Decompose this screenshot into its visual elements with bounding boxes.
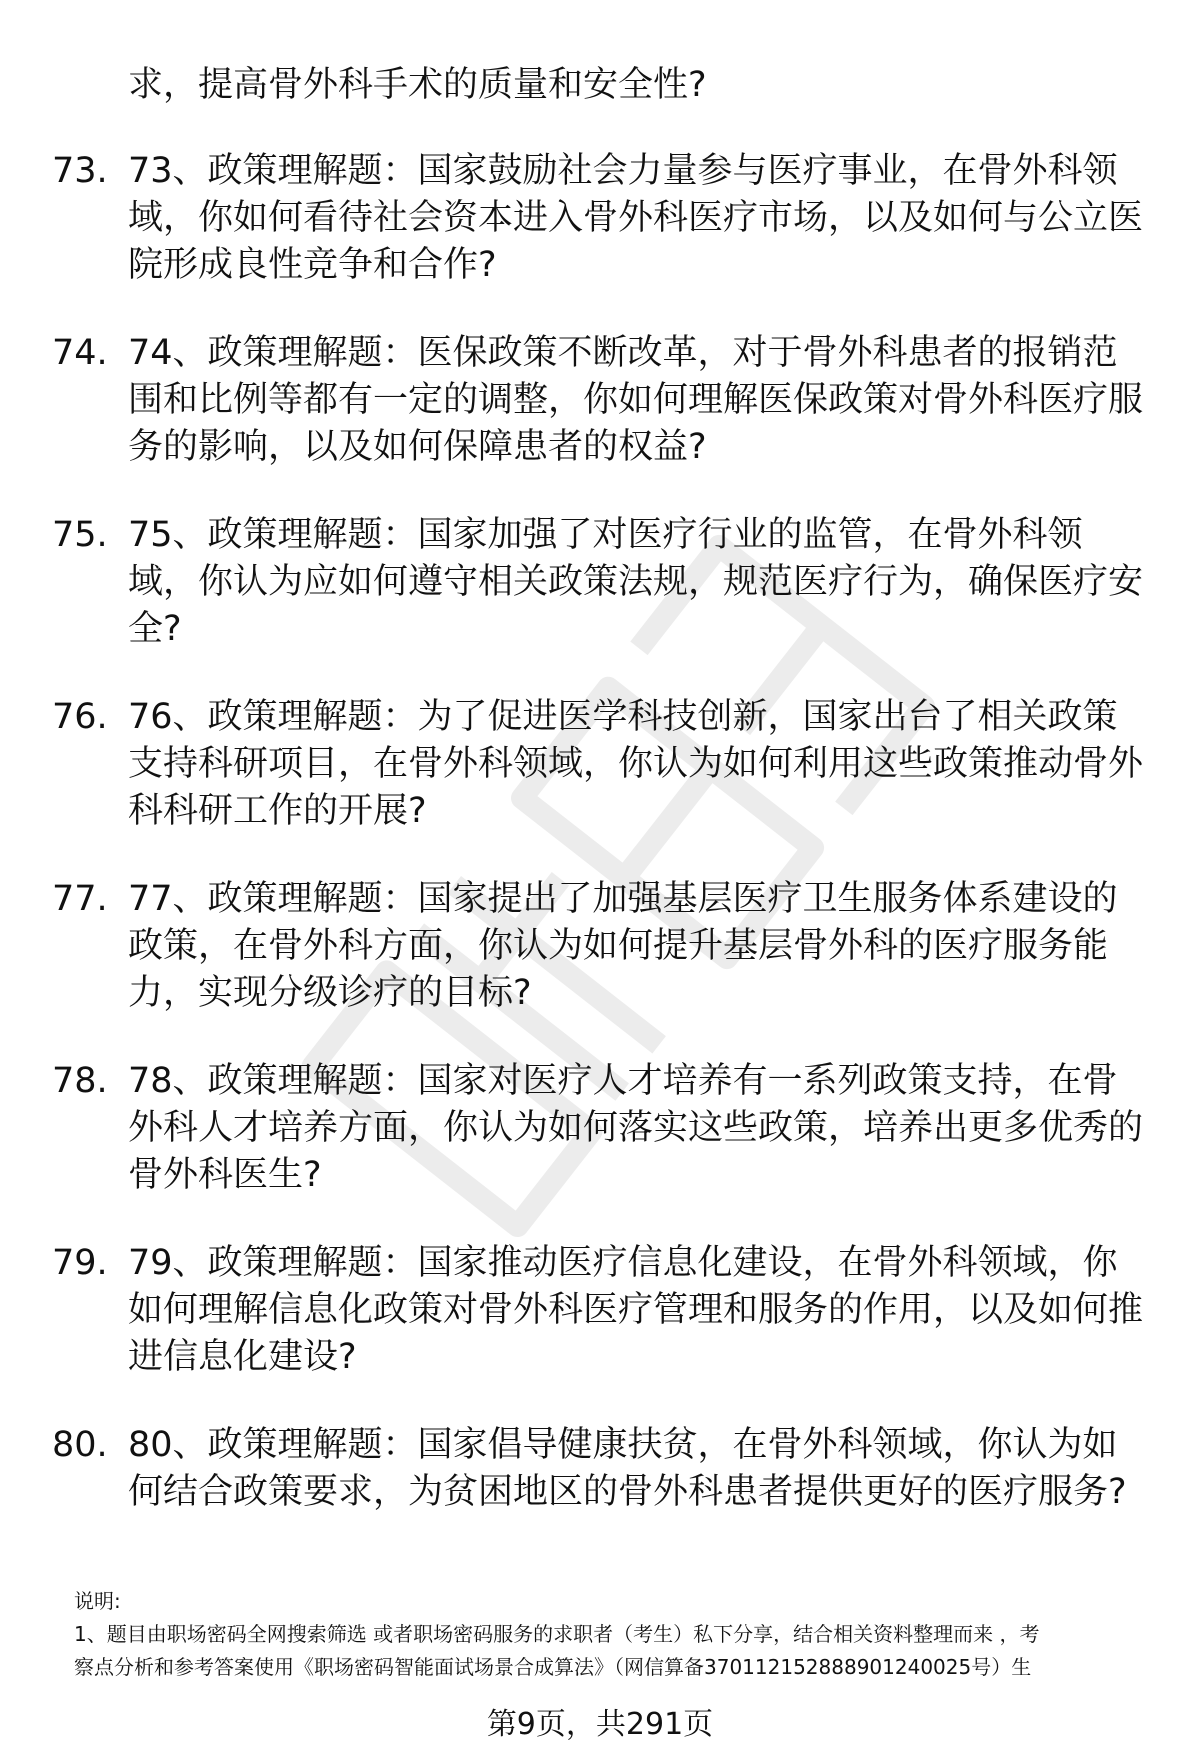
question-text: 78、政策理解题：国家对医疗人才培养有一系列政策支持，在骨外科人才培养方面，你认为如何落实这些政策，培养出更多优秀的骨外科医生? xyxy=(128,1061,1144,1195)
question-list xyxy=(0,148,1200,1604)
question-number: 74. xyxy=(52,333,108,373)
question-item xyxy=(0,512,1200,694)
question-text: 77、政策理解题：国家提出了加强基层医疗卫生服务体系建设的政策，在骨外科方面，你认为如何提升基层骨外科的医疗服务能力，实现分级诊疗的目标? xyxy=(128,879,1118,1013)
question-number: 77. xyxy=(52,879,108,919)
question-number: 80. xyxy=(52,1425,108,1465)
question-number: 75. xyxy=(52,515,108,555)
page-number: 第9页，共291页 xyxy=(486,1707,714,1742)
question-text: 74、政策理解题：医保政策不断改革，对于骨外科患者的报销范围和比例等都有一定的调整，你如何理解医保政策对骨外科医疗服务的影响，以及如何保障患者的权益? xyxy=(128,333,1144,467)
question-item xyxy=(0,1058,1200,1240)
question-text: 76、政策理解题：为了促进医学科技创新，国家出台了相关政策支持科研项目，在骨外科领域，你认为如何利用这些政策推动骨外科科研工作的开展? xyxy=(128,697,1144,831)
question-item xyxy=(0,876,1200,1058)
note-title: 说明: xyxy=(74,1589,121,1613)
question-text: 73、政策理解题：国家鼓励社会力量参与医疗事业，在骨外科领域，你如何看待社会资本进入骨外科医疗市场，以及如何与公立医院形成良性竞争和合作? xyxy=(128,151,1144,285)
question-item xyxy=(0,1422,1200,1604)
question-text: 75、政策理解题：国家加强了对医疗行业的监管，在骨外科领域，你认为应如何遵守相关政策法规，规范医疗行为，确保医疗安全? xyxy=(128,515,1144,649)
question-number: 78. xyxy=(52,1061,108,1101)
question-text: 80、政策理解题：国家倡导健康扶贫，在骨外科领域，你认为如何结合政策要求，为贫困地区的骨外科患者提供更好的医疗服务? xyxy=(128,1425,1127,1512)
question-number: 73. xyxy=(52,151,108,191)
note-section xyxy=(74,1585,1164,1684)
question-item xyxy=(0,1240,1200,1422)
note-line: 1、题目由职场密码全网搜索筛选 或者职场密码服务的求职者（考生）私下分享，结合相关资料整理而来 ，考 xyxy=(74,1622,1040,1646)
question-number: 76. xyxy=(52,697,108,737)
note-line: 察点分析和参考答案使用《职场密码智能面试场景合成算法》（网信算备370112152888901240025号）生 xyxy=(74,1655,1032,1679)
question-item xyxy=(0,330,1200,512)
question-item xyxy=(0,148,1200,330)
question-text: 79、政策理解题：国家推动医疗信息化建设，在骨外科领域，你如何理解信息化政策对骨外科医疗管理和服务的作用，以及如何推进信息化建设? xyxy=(128,1243,1144,1377)
question-number: 79. xyxy=(52,1243,108,1283)
question-item xyxy=(0,694,1200,876)
continuation-text: 求，提高骨外科手术的质量和安全性? xyxy=(128,65,707,105)
